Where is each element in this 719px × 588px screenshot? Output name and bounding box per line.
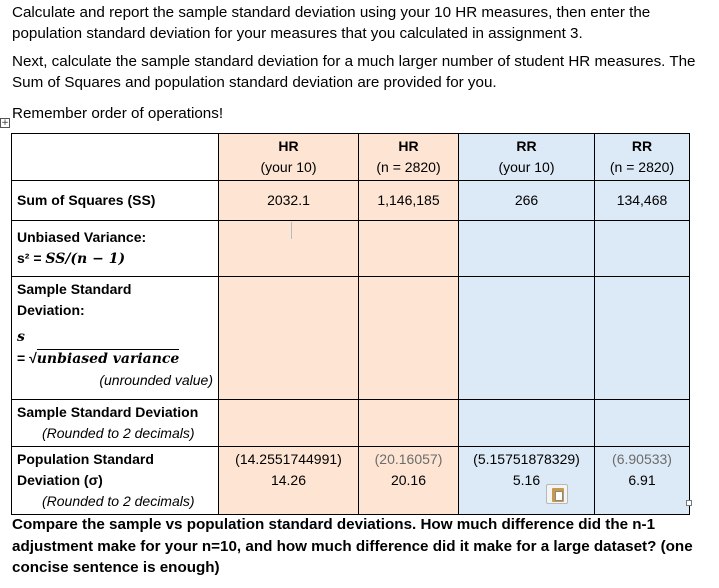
header-label: HR (398, 138, 419, 154)
header-rr-your10[interactable] (459, 134, 595, 181)
row-label-sd-rounded (12, 400, 219, 447)
instruction-paragraph-2: Next, calculate the sample standard deviation for a much larger number of student HR measures. The Sum of Squares and population standard deviation are provided for you. (12, 53, 696, 91)
text-cursor (291, 222, 292, 239)
header-sublabel: (your 10) (260, 159, 317, 175)
cell-sd-rounded-hr-n2820[interactable] (359, 400, 459, 447)
table-row-population (12, 447, 690, 515)
variance-label: Unbiased Variance: (17, 229, 147, 245)
variance-formula-rhs: SS/(n − 1) (45, 251, 126, 267)
row-label-ss: Sum of Squares (SS) (12, 181, 219, 221)
table-row-sd-rounded (12, 400, 690, 447)
population-label-line2: Deviation (σ) (17, 472, 103, 488)
variance-formula-lhs: s² = (17, 250, 46, 266)
population-unrounded-value: (5.15751878329) (473, 451, 580, 467)
header-rr-n2820[interactable] (595, 134, 690, 181)
cell-sd-hr-n2820[interactable] (359, 277, 459, 400)
population-note: (Rounded to 2 decimals) (42, 493, 195, 509)
header-label: RR (516, 138, 537, 154)
cell-sd-rr-n2820[interactable] (595, 277, 690, 400)
sd-rounded-label: Sample Standard Deviation (17, 404, 199, 420)
cell-ss-rr-n2820[interactable]: 134,468 (595, 181, 690, 221)
data-table (11, 133, 690, 515)
cell-population-hr-n2820[interactable] (359, 447, 459, 515)
header-sublabel: (your 10) (498, 159, 555, 175)
header-sublabel: (n = 2820) (376, 159, 441, 175)
cell-ss-hr-n2820[interactable]: 1,146,185 (359, 181, 459, 221)
sd-note: (unrounded value) (99, 372, 213, 388)
header-hr-your10[interactable] (219, 134, 359, 181)
population-rounded-value: 20.16 (390, 472, 427, 488)
header-sublabel: (n = 2820) (609, 159, 675, 175)
cell-sd-rounded-rr-your10[interactable] (459, 400, 595, 447)
cell-population-rr-your10[interactable] (459, 447, 595, 515)
sd-formula-radicand: unbiased variance (36, 351, 180, 367)
population-label-line1: Population Standard (17, 451, 154, 467)
cell-ss-hr-your10[interactable]: 2032.1 (219, 181, 359, 221)
population-unrounded-value: (20.16057) (374, 451, 443, 467)
cell-variance-hr-your10[interactable] (219, 221, 359, 277)
move-handle-icon[interactable]: + (1, 118, 9, 128)
sd-label-line2: Deviation: (17, 302, 85, 318)
header-label: RR (631, 138, 653, 154)
table-header-row (12, 134, 690, 181)
cell-variance-rr-your10[interactable] (459, 221, 595, 277)
sd-formula-equals: = √ (17, 350, 37, 366)
sd-label-line1: Sample Standard (17, 281, 132, 297)
population-unrounded-value: (6.90533) (612, 451, 672, 467)
cell-sd-hr-your10[interactable] (219, 277, 359, 400)
header-label: HR (278, 138, 299, 154)
header-empty-cell[interactable] (12, 134, 219, 181)
sd-symbol: s (17, 329, 25, 345)
row-label-population (12, 447, 219, 515)
cell-sd-rr-your10[interactable] (459, 277, 595, 400)
cell-variance-rr-n2820[interactable] (595, 221, 690, 277)
population-rounded-value: 6.91 (628, 472, 656, 488)
instruction-paragraph-1: Calculate and report the sample standard deviation using your 10 HR measures, then enter the population standard deviation for your measures that you calculated in assignment 3. (12, 4, 651, 42)
header-hr-n2820[interactable] (359, 134, 459, 181)
table-row-ss (12, 181, 690, 221)
clipboard-icon[interactable] (546, 484, 568, 504)
sd-formula (17, 348, 213, 370)
cell-sd-rounded-hr-your10[interactable] (219, 400, 359, 447)
cell-sd-rounded-rr-n2820[interactable] (595, 400, 690, 447)
table-row-sd (12, 277, 690, 400)
cell-variance-hr-n2820[interactable] (359, 221, 459, 277)
row-label-variance (12, 221, 219, 277)
population-rounded-value: 5.16 (512, 472, 541, 488)
sd-rounded-note: (Rounded to 2 decimals) (42, 425, 195, 441)
cell-population-hr-your10[interactable] (219, 447, 359, 515)
table-row-variance (12, 221, 690, 277)
cell-population-rr-n2820[interactable] (595, 447, 690, 515)
variance-formula (17, 250, 125, 266)
population-unrounded-value: (14.2551744991) (235, 451, 342, 467)
cell-ss-rr-your10[interactable]: 266 (459, 181, 595, 221)
row-label-sd (12, 277, 219, 400)
population-rounded-value: 14.26 (270, 472, 307, 488)
table-resize-handle[interactable] (686, 500, 692, 506)
instruction-paragraph-3: Remember order of operations! (12, 105, 224, 122)
question-paragraph: Compare the sample vs population standard deviations. How much difference did the n-1 adjustment make for your n=10, and how much difference did it make for a large dataset? (one concise sentence is enough) (12, 516, 693, 576)
